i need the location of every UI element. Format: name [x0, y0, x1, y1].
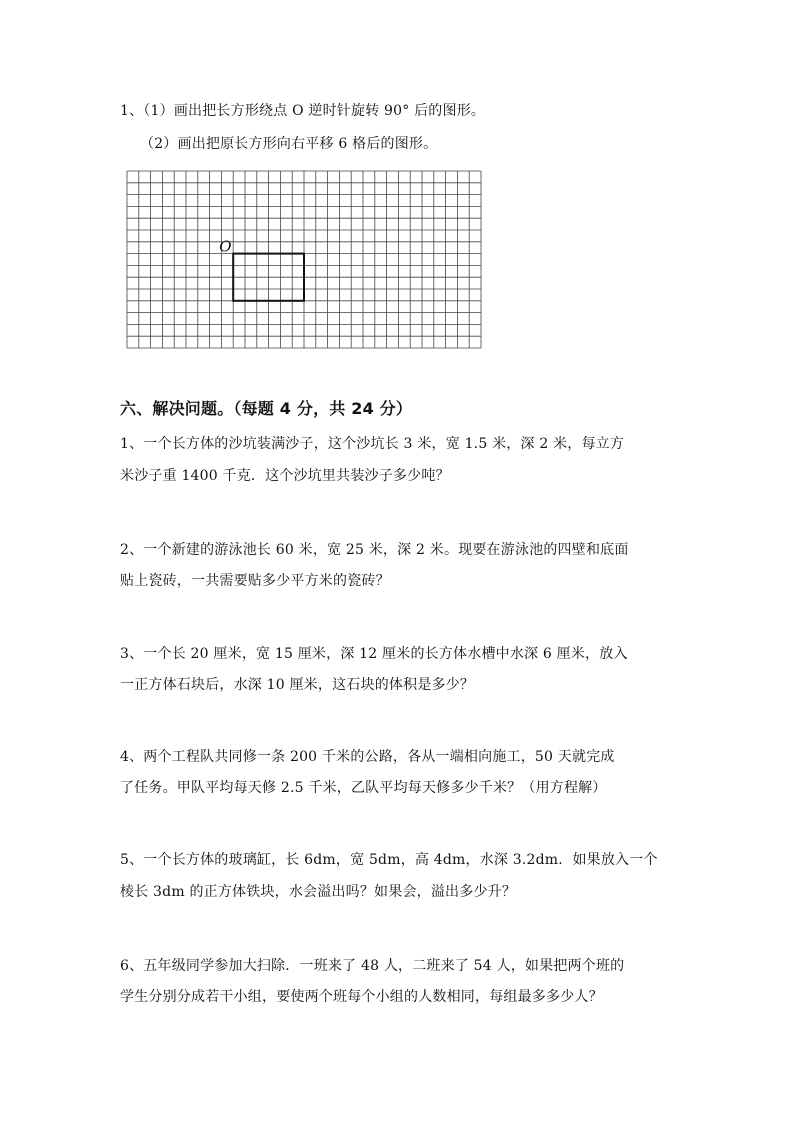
problem-6-line-2: 学生分别分成若干小组，要使两个班每个小组的人数相同，每组最多多少人？	[120, 989, 603, 1005]
problem-5-line-2: 棱长 3dm 的正方体铁块，水会溢出吗？如果会，溢出多少升？	[120, 884, 517, 900]
problem-4-line-1: 4、两个工程队共同修一条 200 千米的公路，各从一端相向施工，50 天就完成	[120, 749, 615, 765]
problem-3-line-2: 一正方体石块后，水深 10 厘米，这石块的体积是多少？	[120, 677, 475, 693]
problem-2-line-2: 贴上瓷砖，一共需要贴多少平方米的瓷砖？	[120, 573, 390, 589]
problem-2-line-1: 2、一个新建的游泳池长 60 米，宽 25 米，深 2 米。现要在游泳池的四壁和底面	[120, 542, 629, 558]
point-o-label: O	[219, 237, 232, 256]
problem-1-line-2: 米沙子重 1400 千克．这个沙坑里共装沙子多少吨？	[120, 468, 450, 484]
problem-5-line-1: 5、一个长方体的玻璃缸，长 6dm，宽 5dm，高 4dm，水深 3.2dm．如果放入一个	[120, 852, 658, 868]
section-6-heading: 六、解决问题。（每题 4 分，共 24 分）	[120, 399, 413, 418]
problem-3-line-1: 3、一个长 20 厘米，宽 15 厘米，深 12 厘米的长方体水槽中水深 6 厘米，放入	[120, 646, 628, 662]
problem-1-line-1: 1、一个长方体的沙坑装满沙子，这个沙坑长 3 米，宽 1.5 米，深 2 米，每立方	[120, 436, 625, 452]
q1-part1: 1、（1）画出把长方形绕点 O 逆时针旋转 90° 后的图形。	[120, 103, 486, 119]
problem-6-line-1: 6、五年级同学参加大扫除．一班来了 48 人，二班来了 54 人，如果把两个班的	[120, 958, 625, 974]
rotation-grid	[126, 170, 484, 380]
q1-part2: （2）画出把原长方形向右平移 6 格后的图形。	[140, 136, 438, 152]
problem-4-line-2: 了任务。甲队平均每天修 2.5 千米，乙队平均每天修多少千米？（用方程解）	[120, 780, 607, 796]
